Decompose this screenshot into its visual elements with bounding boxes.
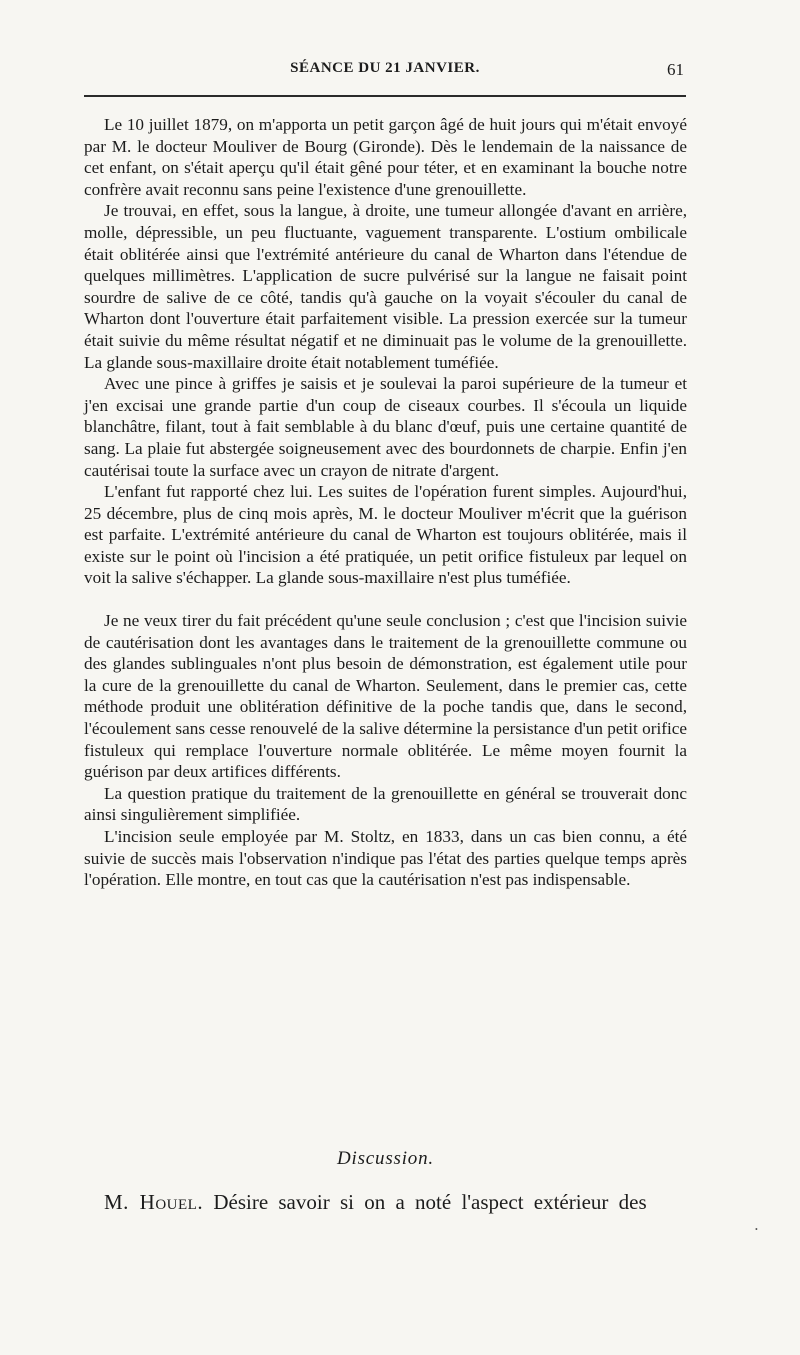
paragraph: Le 10 juillet 1879, on m'apporta un petit garçon âgé de huit jours qui m'était envoyé par M. le docteur Mouliver de Bourg (Gironde). Dès le lendemain de la naissance de cet enfant, on s'était aperçu qu'il était gêné pour téter, et en examinant la bouche notre confrère avait reconnu sans peine l'existence d'une grenouillette. <box>84 115 687 199</box>
discussion-heading: Discussion. <box>337 1148 434 1169</box>
paragraph: L'incision seule employée par M. Stoltz, en 1833, dans un cas bien connu, a été suivie de succès mais l'observation n'indique pas l'état des parties quelque temps après l'opération. Elle montre, en tout cas que la cautérisation n'est pas indispensable. <box>84 827 687 890</box>
paragraph: Je trouvai, en effet, sous la langue, à droite, une tumeur allongée d'avant en arrière, molle, dépressible, un peu fluctuante, vaguement transparente. L'ostium ombilicale était oblitérée ainsi que l'extrémité antérieure du canal de Wharton dans l'étendue de quelques millimètres. L'application de sucre pulvérisé sur la langue ne faisait point sourdre de salive de ce côté, tandis qu'à gauche on la voyait s'écouler du canal de Wharton dont l'ouverture était parfaitement visible. La pression exercée sur la tumeur était suivie du même résultat négatif et ne diminuait pas le volume de la grenouillette. La glande sous-maxillaire droite était notablement tuméfiée. <box>84 201 687 372</box>
header-rule <box>84 95 686 97</box>
running-head <box>86 60 684 90</box>
speaker-name: M. Houel. <box>104 1190 204 1214</box>
speaker-text: Désire savoir si on a noté l'aspect extérieur des <box>213 1190 647 1214</box>
paragraph: La question pratique du traitement de la grenouillette en général se trouverait donc ainsi singulièrement simplifiée. <box>84 783 687 825</box>
paragraph: L'enfant fut rapporté chez lui. Les suites de l'opération furent simples. Aujourd'hui, 25 décembre, plus de cinq mois après, M. le docteur Mouliver m'écrit que la guérison est parfaite. L'extrémité antérieure du canal de Wharton est toujours oblitérée, mais il existe sur le point où l'incision a été pratiquée, un petit orifice fistuleux par lequel on voit la salive s'échapper. La glande sous-maxillaire n'est plus tuméfiée. <box>84 482 687 588</box>
page-number: 61 <box>667 60 684 79</box>
print-speck: • <box>755 1225 758 1234</box>
paragraph: Avec une pince à griffes je saisis et je soulevai la paroi supérieure de la tumeur et j'en excisai une grande partie d'un coup de ciseaux courbes. Il s'écoula un liquide blanchâtre, filant, tout à fait semblable à du blanc d'œuf, puis une certaine quantité de sang. La plaie fut abstergée soigneusement avec des bourdonnets de charpie. Enfin j'en cautérisai toute la surface avec un crayon de nitrate d'argent. <box>84 374 687 480</box>
paragraph: Je ne veux tirer du fait précédent qu'une seule conclusion ; c'est que l'incision suivie de cautérisation dont les avantages dans le traitement de la grenouillette commune ou des glandes sublinguales n'ont plus besoin de démonstration, est également utile pour la cure de la grenouillette du canal de Wharton. Seulement, dans le premier cas, cette méthode produit une oblitération définitive de la poche tandis que, dans le second, l'écoulement sans cesse renouvelé de la salive détermine la persistance d'un petit orifice fistuleux qui remplace l'ouverture normale oblitérée. Le même moyen fournit la guérison par deux artifices différents. <box>84 611 687 782</box>
running-title: SÉANCE DU 21 JANVIER. <box>290 60 480 76</box>
body-text <box>84 114 687 891</box>
discussion-paragraph <box>84 1188 687 1216</box>
